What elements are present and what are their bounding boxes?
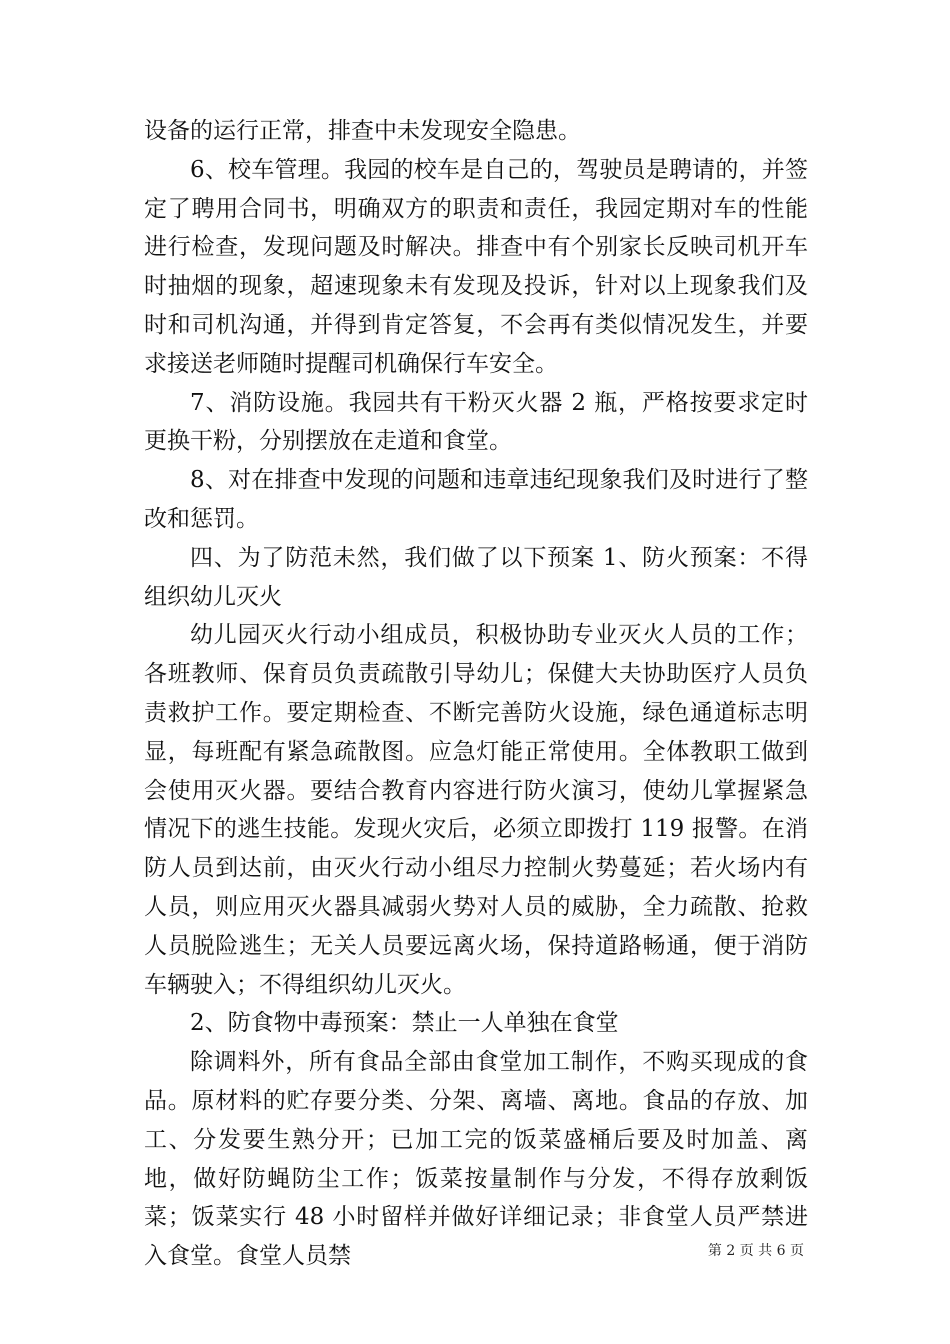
paragraph-5: 四、为了防范未然，我们做了以下预案 1、防火预案：不得组织幼儿灭火 — [144, 544, 808, 610]
paragraph-2: 6、校车管理。我园的校车是自己的，驾驶员是聘请的，并签定了聘用合同书，明确双方的职责和责任，我园定期对车的性能进行检查，发现问题及时解决。排查中有个别家长反映司机开车时抽烟的现象，超速现象未有发现及投诉，针对以上现象我们及时和司机沟通，并得到肯定答复，不会再有类似情况发生，并要求接送老师随时提醒司机确保行车安全。 — [144, 156, 808, 377]
document-body — [144, 112, 808, 1276]
paragraph-3: 7、消防设施。我园共有干粉灭火器 2 瓶，严格按要求定时更换干粉，分别摆放在走道和食堂。 — [144, 389, 808, 455]
page-number-footer: 第 2 页 共 6 页 — [707, 1243, 804, 1259]
paragraph-1: 设备的运行正常，排查中未发现安全隐患。 — [144, 118, 581, 144]
paragraph-4: 8、对在排查中发现的问题和违章违纪现象我们及时进行了整改和惩罚。 — [144, 467, 808, 532]
paragraph-8: 除调料外，所有食品全部由食堂加工制作，不购买现成的食品。原材料的贮存要分类、分架、离墙、离地。食品的存放、加工、分发要生熟分开；已加工完的饭菜盛桶后要及时加盖、离地，做好防蝇防尘工作；饭菜按量制作与分发，不得存放剩饭菜；饭菜实行 48 小时留样并做好详细记录；非食堂人员严禁进入食堂。食堂人员禁 — [144, 1049, 808, 1270]
paragraph-7: 2、防食物中毒预案：禁止一人单独在食堂 — [190, 1010, 619, 1037]
paragraph-6: 幼儿园灭火行动小组成员，积极协助专业灭火人员的工作；各班教师、保育员负责疏散引导幼儿；保健大夫协助医疗人员负责救护工作。要定期检查、不断完善防火设施，绿色通道标志明显，每班配有紧急疏散图。应急灯能正常使用。全体教职工做到会使用灭火器。要结合教育内容进行防火演习，使幼儿掌握紧急情况下的逃生技能。发现火灾后，必须立即拨打 119 报警。在消防人员到达前，由灭火行动小组尽力控制火势蔓延；若火场内有人员，则应用灭火器具减弱火势对人员的威胁，全力疏散、抢救人员脱险逃生；无关人员要远离火场，保持道路畅通，便于消防车辆驶入；不得组织幼儿灭火。 — [144, 622, 808, 998]
